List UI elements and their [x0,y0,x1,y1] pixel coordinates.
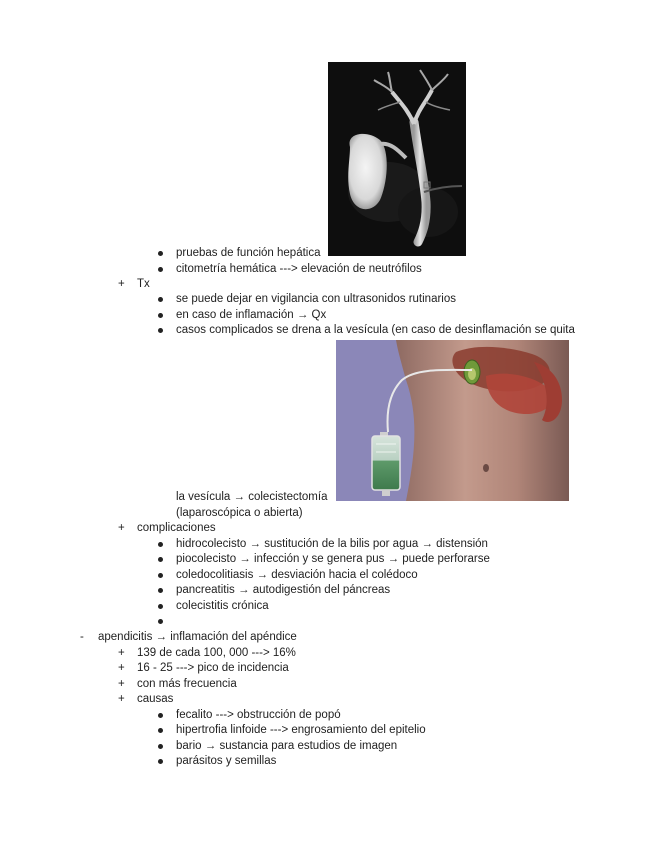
note-line: en caso de inflamación → Qx [176,309,327,321]
plus-marker: + [118,522,125,534]
note-line: causas [137,693,174,705]
drainage-graphic [336,340,569,501]
bullet-marker [158,759,163,764]
note-line: casos complicados se drena a la vesícula (en caso de desinflamación se quita [176,324,575,336]
bullet-marker [158,251,163,256]
bullet-marker [158,328,163,333]
plus-marker: + [118,662,125,674]
note-line: Tx [137,278,150,290]
note-line: parásitos y semillas [176,755,277,767]
bullet-marker [158,604,163,609]
note-line: coledocolitiasis → desviación hacia el colédoco [176,569,418,581]
bullet-marker [158,728,163,733]
note-line: apendicitis → inflamación del apéndice [98,631,297,643]
note-line: (laparoscópica o abierta) [176,507,303,519]
note-line: bario → sustancia para estudios de imagen [176,740,398,752]
mrcp-scan-image [328,62,466,256]
note-line: pruebas de función hepática [176,247,321,259]
bullet-marker [158,557,163,562]
note-line: colecistitis crónica [176,600,269,612]
bullet-marker [158,313,163,318]
note-line: con más frecuencia [137,678,237,690]
note-line: hidrocolecisto → sustitución de la bilis por agua → distensión [176,538,488,550]
plus-marker: + [118,647,125,659]
note-line: fecalito ---> obstrucción de popó [176,709,341,721]
bullet-marker [158,588,163,593]
bullet-marker [158,573,163,578]
dash-marker: - [80,631,84,643]
mrcp-scan-graphic [328,62,466,256]
gallbladder-drainage-illustration [336,340,569,501]
note-line: 16 - 25 ---> pico de incidencia [137,662,289,674]
bullet-marker [158,744,163,749]
bullet-marker [158,297,163,302]
note-line: 139 de cada 100, 000 ---> 16% [137,647,296,659]
bullet-marker [158,619,163,624]
plus-marker: + [118,678,125,690]
bullet-marker [158,713,163,718]
note-line: pancreatitis → autodigestión del páncreas [176,584,391,596]
plus-marker: + [118,278,125,290]
note-line: se puede dejar en vigilancia con ultrasonidos rutinarios [176,293,457,305]
bullet-marker [158,267,163,272]
note-line: citometría hemática ---> elevación de neutrófilos [176,263,422,275]
note-line: complicaciones [137,522,216,534]
bullet-marker [158,542,163,547]
note-line: hipertrofia linfoide ---> engrosamiento del epitelio [176,724,426,736]
note-line: piocolecisto → infección y se genera pus → puede perforarse [176,553,490,565]
plus-marker: + [118,693,125,705]
note-line: la vesícula → colecistectomía [176,491,328,503]
